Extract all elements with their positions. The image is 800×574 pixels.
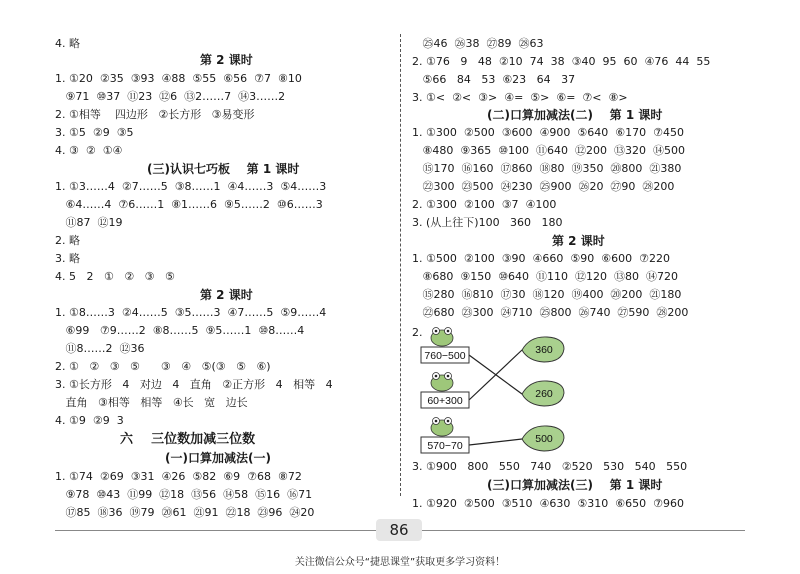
answer-line: 4. ③ ② ①④ bbox=[55, 144, 123, 157]
answer-line: ㉒300 ㉓500 ㉔230 ㉕900 ㉖20 ㉗90 ㉘200 bbox=[412, 180, 675, 193]
connector-line bbox=[469, 350, 522, 400]
section-heading: (三)口算加减法(三) 第 1 课时 bbox=[487, 478, 663, 492]
section-heading: 第 2 课时 bbox=[200, 53, 253, 67]
frog-icon bbox=[431, 328, 453, 347]
section-heading: 第 2 课时 bbox=[200, 288, 253, 302]
answer-line: 4. 略 bbox=[55, 37, 80, 50]
answer-line: ⑰85 ⑱36 ⑲79 ⑳61 ㉑91 ㉒18 ㉓96 ㉔20 bbox=[55, 506, 315, 519]
connector-line bbox=[469, 439, 522, 445]
answer-line: 1. ①20 ②35 ③93 ④88 ⑤55 ⑥56 ⑦7 ⑧10 bbox=[55, 72, 302, 85]
answer-line: 2. bbox=[412, 326, 423, 339]
answer-line: 3. ①900 800 550 740 ②520 530 540 550 bbox=[412, 460, 688, 473]
answer-line: 4. 5 2 ① ② ③ ⑤ bbox=[55, 270, 175, 283]
answer-line: 2. ①相等 四边形 ②长方形 ③易变形 bbox=[55, 108, 255, 121]
answer-line: ⑨78 ⑩43 ⑪99 ⑫18 ⑬56 ⑭58 ⑮16 ⑯71 bbox=[55, 488, 313, 501]
answer-line: 1. ①8……3 ②4……5 ③5……3 ④7……5 ⑤9……4 bbox=[55, 306, 327, 319]
answer-line: 2. ①76 9 48 ②10 74 38 ③40 95 60 ④76 44 55 bbox=[412, 55, 711, 68]
answer-line: 3. ①长方形 4 对边 4 直角 ②正方形 4 相等 4 bbox=[55, 378, 333, 391]
answer-line: ⑮280 ⑯810 ⑰30 ⑱120 ⑲400 ⑳200 ㉑180 bbox=[412, 288, 682, 301]
answer-line: 3. (从上往下)100 360 180 bbox=[412, 216, 563, 229]
page-number: 86 bbox=[376, 519, 422, 541]
answer-line: ⑨71 ⑩37 ⑪23 ⑫6 ⑬2……7 ⑭3……2 bbox=[55, 90, 286, 103]
answer-line: 4. ①9 ②9 3 bbox=[55, 414, 124, 427]
answer-line: 3. ①5 ②9 ③5 bbox=[55, 126, 134, 139]
answer-line: ⑪8……2 ⑫36 bbox=[55, 342, 145, 355]
answer-line: ⑤66 84 53 ⑥23 64 37 bbox=[412, 73, 576, 86]
chapter-heading: 六 三位数加减三位数 bbox=[120, 432, 256, 447]
answer-line: ⑥99 ⑦9……2 ⑧8……5 ⑨5……1 ⑩8……4 bbox=[55, 324, 305, 337]
leaf-value: 500 bbox=[535, 433, 553, 445]
answer-line: 1. ①74 ②69 ③31 ④26 ⑤82 ⑥9 ⑦68 ⑧72 bbox=[55, 470, 302, 483]
answer-line: ⑪87 ⑫19 bbox=[55, 216, 123, 229]
expression-text: 60+300 bbox=[427, 395, 463, 407]
answer-line: ㉒680 ㉓300 ㉔710 ㉕800 ㉖740 ㉗590 ㉘200 bbox=[412, 306, 689, 319]
answer-line: 直角 ③相等 相等 ④长 宽 边长 bbox=[55, 396, 248, 409]
frog-icon bbox=[431, 373, 453, 392]
section-heading: (二)口算加减法(二) 第 1 课时 bbox=[487, 108, 663, 122]
answer-line: ⑧680 ⑨150 ⑩640 ⑪110 ⑫120 ⑬80 ⑭720 bbox=[412, 270, 679, 283]
answer-line: ⑥4……4 ⑦6……1 ⑧1……6 ⑨5……2 ⑩6……3 bbox=[55, 198, 323, 211]
column-divider bbox=[400, 34, 401, 496]
answer-line: ⑧480 ⑨365 ⑩100 ⑪640 ⑫200 ⑬320 ⑭500 bbox=[412, 144, 686, 157]
matching-diagram bbox=[412, 322, 592, 458]
answer-line: 2. 略 bbox=[55, 234, 80, 247]
leaf-value: 260 bbox=[535, 388, 553, 400]
answer-line: 1. ①300 ②500 ③600 ④900 ⑤640 ⑥170 ⑦450 bbox=[412, 126, 684, 139]
answer-line: 3. 略 bbox=[55, 252, 80, 265]
expression-text: 570−70 bbox=[427, 440, 463, 452]
section-heading: (一)口算加减法(一) bbox=[165, 451, 271, 465]
section-heading: (三)认识七巧板 第 1 课时 bbox=[147, 162, 300, 176]
expression-text: 760−500 bbox=[424, 350, 466, 362]
leaf-value: 360 bbox=[535, 344, 553, 356]
answer-line: 2. ①300 ②100 ③7 ④100 bbox=[412, 198, 557, 211]
section-heading: 第 2 课时 bbox=[552, 234, 605, 248]
answer-line: 1. ①920 ②500 ③510 ④630 ⑤310 ⑥650 ⑦960 bbox=[412, 497, 684, 510]
answer-line: 3. ①< ②< ③> ④= ⑤> ⑥= ⑦< ⑧> bbox=[412, 91, 628, 104]
footer-note: 关注微信公众号“捷思课堂”获取更多学习资料！ bbox=[294, 557, 506, 568]
answer-line: 1. ①3……4 ②7……5 ③8……1 ④4……3 ⑤4……3 bbox=[55, 180, 327, 193]
frog-icon bbox=[431, 418, 453, 437]
answer-line: 1. ①500 ②100 ③90 ④660 ⑤90 ⑥600 ⑦220 bbox=[412, 252, 670, 265]
answer-line: ㉕46 ㉖38 ㉗89 ㉘63 bbox=[412, 37, 544, 50]
answer-line: 2. ① ② ③ ⑤ ③ ④ ⑤(③ ⑤ ⑥) bbox=[55, 360, 271, 373]
answer-line: ⑮170 ⑯160 ⑰860 ⑱80 ⑲350 ⑳800 ㉑380 bbox=[412, 162, 682, 175]
